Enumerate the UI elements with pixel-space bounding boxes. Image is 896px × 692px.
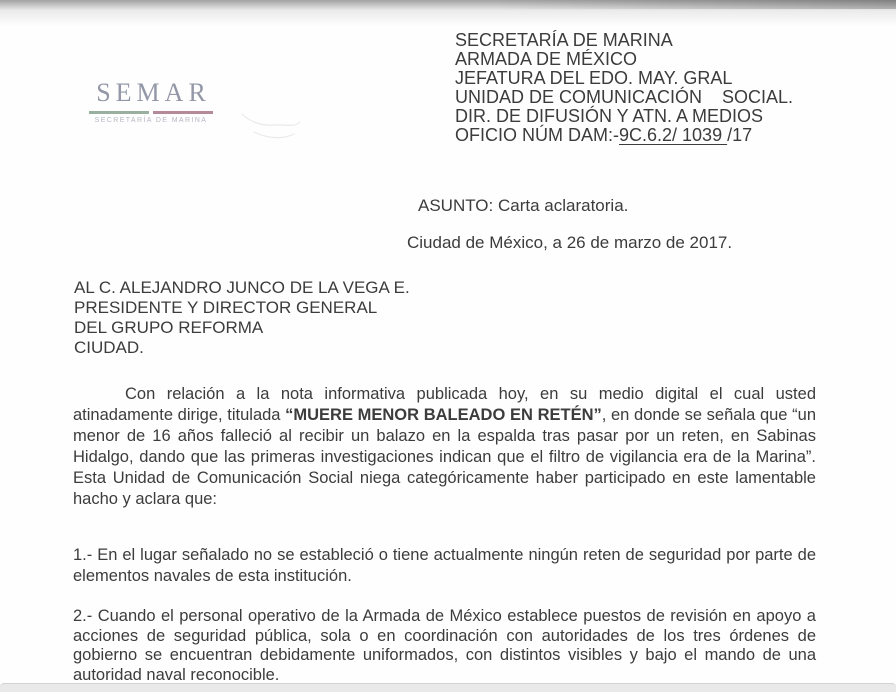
semar-logo <box>88 78 214 124</box>
recipient-block <box>74 278 410 358</box>
flag-line-red-segment <box>153 111 213 114</box>
oficio-suffix: /17 <box>727 125 753 145</box>
clarification-item-1: 1.- En el lugar señalado no se estableció o tiene actualmente ningún reten de seguridad por parte de elementos navales de esta institución. <box>73 546 816 585</box>
news-headline-bold: “MUERE MENOR BALEADO EN RETÉN” <box>285 406 602 424</box>
body-paragraph-1 <box>73 384 816 510</box>
paragraph1-text-post: , en donde se señala que “un menor de 16 años falleció al recibir un balazo en la espalda tras pasar por un reten, en Sabinas Hidalgo, dando que las primeras investigaciones indican que el filtro de vigilancia era de la Marina”. Esta Unidad de Comunicación Social niega categóricamente haber participado en este lamentable hacho y aclara que: <box>73 406 816 508</box>
semar-flag-line <box>89 111 213 114</box>
letterhead-line: DIR. DE DIFUSIÓN Y ATN. A MEDIOS <box>455 106 764 126</box>
recipient-name: AL C. ALEJANDRO JUNCO DE LA VEGA E. <box>74 278 410 297</box>
recipient-organization: DEL GRUPO REFORMA <box>74 318 264 337</box>
subject-line: ASUNTO: Carta aclaratoria. <box>418 196 629 215</box>
recipient-title: PRESIDENTE Y DIRECTOR GENERAL <box>74 298 378 317</box>
date-line: Ciudad de México, a 26 de marzo de 2017. <box>407 233 733 252</box>
oficio-number-line <box>455 126 793 145</box>
letterhead-line: UNIDAD DE COMUNICACIÓN SOCIAL. <box>455 87 794 107</box>
letterhead-line: SECRETARÍA DE MARINA <box>455 30 673 50</box>
semar-logo-subtitle: SECRETARÍA DE MARINA <box>94 117 208 124</box>
oficio-prefix: OFICIO NÚM DAM:- <box>455 125 619 145</box>
frame-bottom-strip <box>0 683 896 692</box>
scan-artifact-squiggle <box>236 92 316 152</box>
letterhead-block <box>455 31 793 145</box>
recipient-city: CIUDAD. <box>74 338 144 357</box>
scan-top-shadow <box>0 0 896 26</box>
paragraph1-text-pre: Con relación a la nota informativa publicada hoy, en su medio digital el cual usted atinadamente dirige, titulada <box>73 385 816 424</box>
letterhead-line: ARMADA DE MÉXICO <box>455 49 638 69</box>
oficio-number: 9C.6.2/ 1039 <box>619 125 728 145</box>
letterhead-line: JEFATURA DEL EDO. MAY. GRAL <box>455 68 733 88</box>
clarification-item-2: 2.- Cuando el personal operativo de la Armada de México establece puestos de revisión en apoyo a acciones de seguridad pública, sola o en coordinación con autoridades de los tres órdenes de gobierno se encuentran debidamente uniformados, con distintos visibles y bajo el mando de una autoridad naval reconocible. <box>73 607 816 684</box>
flag-line-green-segment <box>89 111 149 114</box>
semar-logo-wordmark: SEMAR <box>96 78 211 107</box>
